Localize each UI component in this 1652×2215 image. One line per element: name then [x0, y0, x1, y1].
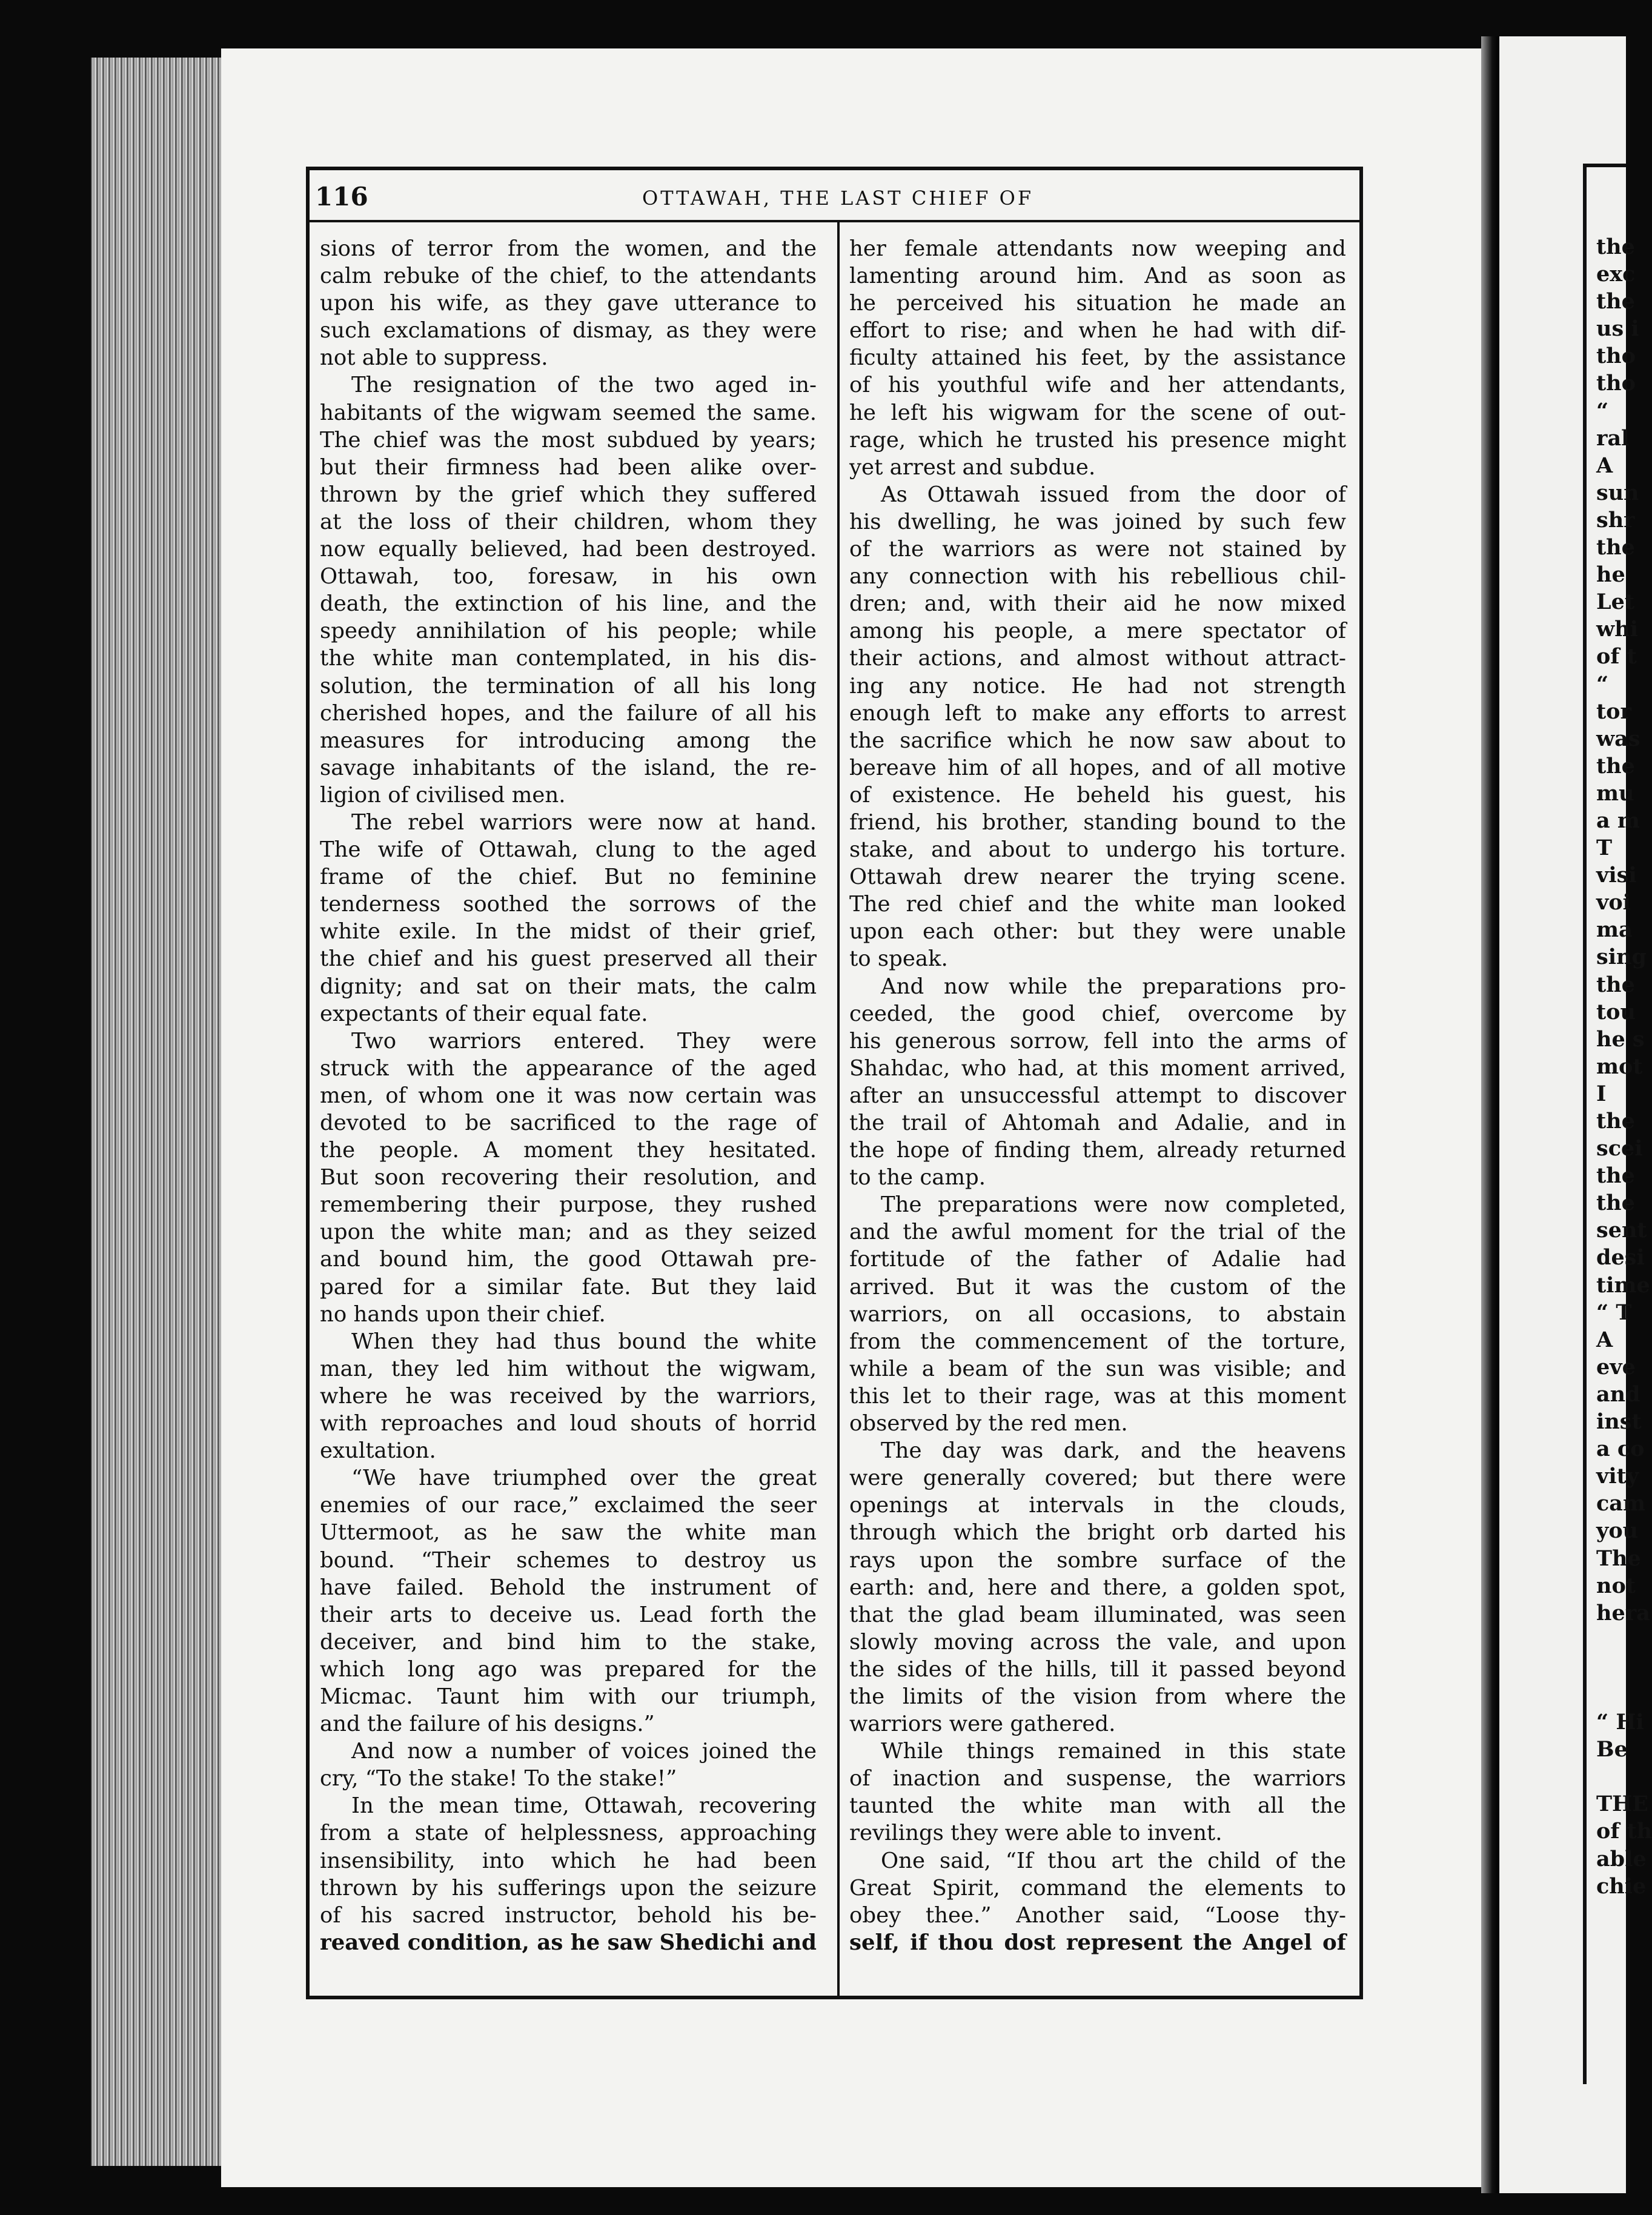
text-line: not able to suppress.: [320, 345, 548, 371]
text-line: When they had thus bound the white: [351, 1329, 817, 1354]
text-line: upon his wife, as they gave utterance to: [320, 291, 817, 316]
text-line: warriors were gathered.: [849, 1712, 1116, 1737]
text-line: friend, his brother, standing bound to the: [849, 809, 1346, 835]
facing-page-text: [1596, 233, 1652, 1900]
text-line: where he was received by the warriors,: [320, 1383, 817, 1409]
text-line: men, of whom one it was now certain was: [320, 1083, 817, 1108]
text-line: his dwelling, he was joined by such few: [849, 509, 1346, 534]
text-line: revilings they were able to invent.: [849, 1821, 1222, 1846]
text-line: dren; and, with their aid he now mixed: [849, 591, 1346, 617]
text-line: The rebel warriors were now at hand.: [351, 809, 817, 835]
facing-page-fragment: inst: [1596, 1409, 1642, 1435]
facing-page-fragment: not: [1596, 1573, 1636, 1598]
text-line: the people. A moment they hesitated.: [320, 1138, 817, 1163]
frame-top-rule: [306, 167, 1363, 170]
text-line: The red chief and the white man looked: [849, 892, 1346, 917]
text-line: ficulty attained his feet, by the assistance: [849, 345, 1346, 371]
text-line: Uttermoot, as he saw the white man: [320, 1520, 817, 1546]
text-line: the sacrifice which he now saw about to: [849, 728, 1346, 753]
text-line: effort to rise; and when he had with dif-: [849, 318, 1346, 344]
facing-page-fragment: A: [1596, 453, 1613, 478]
text-line: man, they led him without the wigwam,: [320, 1356, 817, 1381]
text-line: he perceived his situation he made an: [849, 291, 1346, 316]
text-line: While things remained in this state: [881, 1739, 1346, 1764]
text-line: pared for a similar fate. But they laid: [320, 1274, 817, 1300]
facing-page-fragment: of t: [1596, 644, 1637, 669]
facing-page-fragment: desi: [1596, 1245, 1645, 1270]
text-line: the limits of the vision from where the: [849, 1684, 1346, 1709]
text-line: of the warriors as were not stained by: [849, 537, 1346, 562]
page-number: 116: [315, 182, 368, 211]
facing-page-fragment: vity: [1596, 1464, 1639, 1489]
text-line: ceeded, the good chief, overcome by: [849, 1001, 1346, 1026]
text-line: devoted to be sacrificed to the rage of: [320, 1111, 817, 1135]
facing-page-fragment: us i: [1596, 316, 1639, 342]
facing-page-fragment: the: [1596, 1191, 1635, 1216]
text-line: reaved condition, as he saw Shedichi and: [320, 1930, 817, 1955]
column-divider: [837, 222, 840, 1996]
text-line: taunted the white man with all the: [849, 1793, 1346, 1819]
text-line: the hope of finding them, already returned: [849, 1138, 1346, 1163]
facing-page-fragment: cam: [1596, 1491, 1646, 1516]
facing-page-fragment: of th: [1596, 1819, 1652, 1844]
facing-page-fragment: “: [1596, 398, 1609, 423]
facing-page-fragment: [1596, 1654, 1633, 1681]
facing-page-fragment: tou: [1596, 999, 1636, 1024]
text-line: struck with the appearance of the aged: [320, 1055, 817, 1081]
text-line: earth: and, here and there, a golden spot,: [849, 1575, 1346, 1600]
text-line: such exclamations of dismay, as they were: [320, 318, 817, 344]
frame-right-rule: [1359, 167, 1363, 1999]
text-line: Micmac. Taunt him with our triumph,: [320, 1684, 817, 1709]
text-line: rays upon the sombre surface of the: [849, 1547, 1346, 1573]
text-line: solution, the termination of all his long: [320, 673, 817, 699]
text-line: now equally believed, had been destroyed.: [320, 537, 817, 562]
text-line: through which the bright orb darted his: [849, 1520, 1346, 1546]
text-line: the chief and his guest preserved all their: [320, 946, 817, 972]
text-line: to speak.: [849, 946, 948, 972]
text-line: enemies of our race,” exclaimed the seer: [320, 1493, 817, 1518]
facing-page-fragment: hera: [1596, 1600, 1650, 1626]
text-line: upon the white man; and as they seized: [320, 1220, 817, 1245]
text-line: that the glad beam illuminated, was seen: [849, 1602, 1346, 1627]
facing-page-fragment: The: [1596, 1546, 1641, 1571]
text-line: habitants of the wigwam seemed the same.: [320, 400, 817, 425]
facing-page-fragment: “ T: [1596, 1300, 1632, 1325]
text-line: exultation.: [320, 1438, 436, 1464]
facing-page-fragment: he: [1596, 562, 1625, 588]
facing-page-fragment: he s: [1596, 1026, 1645, 1052]
text-line: One said, “If thou art the child of the: [881, 1848, 1346, 1873]
facing-page-fragment: was: [1596, 726, 1640, 751]
facing-page-top-rule: [1583, 164, 1626, 167]
text-line: thrown by his sufferings upon the seizure: [320, 1875, 817, 1901]
text-line: at the loss of their children, whom they: [320, 509, 817, 534]
text-line: with reproaches and loud shouts of horrid: [320, 1411, 817, 1436]
right-text-column: [849, 235, 1346, 1956]
text-line: “We have triumphed over the great: [351, 1466, 817, 1491]
text-line: warriors, on all occasions, to abstain: [849, 1301, 1346, 1327]
text-line: have failed. Behold the instrument of: [320, 1575, 817, 1600]
facing-page-fragment: the: [1596, 972, 1635, 997]
text-line: but their firmness had been alike over-: [320, 454, 817, 480]
text-line: dignity; and sat on their mats, the calm: [320, 974, 817, 999]
text-line: among his people, a mere spectator of: [849, 619, 1346, 644]
text-line: calm rebuke of the chief, to the attendants: [320, 264, 817, 289]
text-line: which long ago was prepared for the: [320, 1656, 817, 1682]
text-line: deceiver, and bind him to the stake,: [320, 1629, 817, 1655]
text-line: And now a number of voices joined the: [351, 1739, 817, 1764]
text-line: of inaction and suspense, the warriors: [849, 1766, 1346, 1792]
text-line: of his sacred instructor, behold his be-: [320, 1902, 817, 1928]
text-line: As Ottawah issued from the door of: [881, 482, 1346, 507]
header-rule: [306, 220, 1363, 222]
text-line: the sides of the hills, till it passed beyond: [849, 1656, 1346, 1682]
facing-page-fragment: “ Hi: [1596, 1710, 1644, 1735]
text-line: lamenting around him. And as soon as: [849, 264, 1346, 289]
frame-left-rule: [306, 167, 310, 1999]
facing-page-fragment: ma: [1596, 917, 1633, 943]
facing-page-fragment: the: [1596, 753, 1635, 779]
facing-page-fragment: THE: [1596, 1792, 1648, 1817]
text-line: from the commencement of the torture,: [849, 1329, 1346, 1354]
text-line: In the mean time, Ottawah, recovering: [351, 1793, 817, 1819]
text-line: The wife of Ottawah, clung to the aged: [320, 837, 817, 863]
text-line: to the camp.: [849, 1165, 986, 1191]
text-line: upon each other: but they were unable: [849, 919, 1346, 945]
text-line: his generous sorrow, fell into the arms of: [849, 1028, 1346, 1054]
text-line: Shahdac, who had, at this moment arrived,: [849, 1055, 1346, 1081]
left-text-column: [320, 235, 817, 1956]
facing-page-fragment: sing: [1596, 945, 1647, 970]
text-line: But soon recovering their resolution, and: [320, 1165, 817, 1191]
text-line: and the failure of his designs.”: [320, 1712, 655, 1737]
text-line: the trail of Ahtomah and Adalie, and in: [849, 1111, 1346, 1135]
text-line: tenderness soothed the sorrows of the: [320, 892, 817, 917]
text-line: obey thee.” Another said, “Loose thy-: [849, 1902, 1346, 1928]
text-line: speedy annihilation of his people; while: [320, 619, 817, 644]
facing-page-fragment: [1596, 1627, 1633, 1654]
text-line: their arts to deceive us. Lead forth the: [320, 1602, 817, 1627]
text-line: Ottawah drew nearer the trying scene.: [849, 865, 1346, 890]
text-line: Two warriors entered. They were: [351, 1028, 817, 1054]
facing-page-fragment: shr: [1596, 507, 1635, 533]
text-line: And now while the preparations pro-: [881, 974, 1346, 999]
facing-page-fragment: a co: [1596, 1436, 1645, 1462]
facing-page-fragment: exc: [1596, 262, 1636, 287]
text-line: rage, which he trusted his presence might: [849, 427, 1346, 453]
text-line: Great Spirit, command the elements to: [849, 1875, 1346, 1901]
facing-page-fragment: the: [1596, 1109, 1635, 1134]
text-line: observed by the red men.: [849, 1411, 1128, 1436]
facing-page-fragment: sent: [1596, 1218, 1647, 1243]
text-line: this let to their rage, was at this moment: [849, 1383, 1346, 1409]
text-line: frame of the chief. But no feminine: [320, 865, 817, 890]
text-line: her female attendants now weeping and: [849, 236, 1346, 261]
facing-page-fragment: scei: [1596, 1136, 1643, 1161]
facing-page-fragment: the: [1596, 234, 1635, 259]
text-line: measures for introducing among the: [320, 728, 817, 753]
text-line: while a beam of the sun was visible; and: [849, 1356, 1346, 1381]
text-line: cry, “To the stake! To the stake!”: [320, 1766, 677, 1792]
text-line: death, the extinction of his line, and the: [320, 591, 817, 617]
text-line: enough left to make any efforts to arrest: [849, 700, 1346, 726]
text-line: and bound him, the good Ottawah pre-: [320, 1247, 817, 1272]
text-line: cherished hopes, and the failure of all his: [320, 700, 817, 726]
facing-page-fragment: “: [1596, 671, 1609, 697]
book-gutter: [1481, 36, 1499, 2193]
facing-page-fragment: voi: [1596, 890, 1631, 915]
facing-page-fragment: tho: [1596, 344, 1636, 369]
text-line: ligion of civilised men.: [320, 782, 566, 808]
text-line: slowly moving across the vale, and upon: [849, 1629, 1346, 1655]
text-line: any connection with his rebellious chil-: [849, 564, 1346, 589]
facing-page-fragment: visi: [1596, 863, 1637, 888]
text-line: thrown by the grief which they suffered: [320, 482, 817, 507]
facing-page-edge: [1499, 36, 1652, 2193]
facing-page-fragment: time: [1596, 1272, 1650, 1298]
running-head: OTTAWAH, THE LAST CHIEF OF: [642, 187, 1034, 210]
text-line: savage inhabitants of the island, the re-: [320, 755, 817, 780]
text-line: the white man contemplated, in his dis-: [320, 646, 817, 671]
facing-page-fragment: whi: [1596, 617, 1638, 642]
facing-page-fragment: the: [1596, 1163, 1635, 1189]
text-line: fortitude of the father of Adalie had: [849, 1247, 1346, 1272]
text-line: no hands upon their chief.: [320, 1301, 606, 1327]
text-line: he left his wigwam for the scene of out-: [849, 400, 1346, 425]
text-line: bereave him of all hopes, and of all motive: [849, 755, 1346, 780]
text-line: stake, and about to undergo his torture.: [849, 837, 1346, 863]
facing-page-fragment: I: [1596, 1081, 1607, 1106]
text-line: remembering their purpose, they rushed: [320, 1192, 817, 1218]
text-line: from a state of helplessness, approaching: [320, 1821, 817, 1846]
text-line: expectants of their equal fate.: [320, 1001, 648, 1026]
frame-bottom-rule: [306, 1996, 1363, 1999]
text-line: and the awful moment for the trial of the: [849, 1220, 1346, 1245]
text-line: arrived. But it was the custom of the: [849, 1274, 1346, 1300]
text-line: Ottawah, too, foresaw, in his own: [320, 564, 817, 589]
text-line: The preparations were now completed,: [881, 1192, 1346, 1218]
text-line: bound. “Their schemes to destroy us: [320, 1547, 817, 1573]
text-line: were generally covered; but there were: [849, 1466, 1346, 1491]
text-line: openings at intervals in the clouds,: [849, 1493, 1346, 1518]
facing-page-fragment: eve: [1596, 1354, 1636, 1380]
facing-page-fragment: tor: [1596, 699, 1631, 724]
facing-page-fragment: tho: [1596, 371, 1636, 396]
facing-page-frame-rule: [1583, 164, 1587, 2084]
facing-page-fragment: ral: [1596, 425, 1630, 451]
facing-page-fragment: you: [1596, 1518, 1639, 1544]
text-line: The resignation of the two aged in-: [351, 373, 817, 398]
page-stack-edge: [91, 58, 221, 2166]
text-line: of existence. He beheld his guest, his: [849, 782, 1346, 808]
text-line: of his youthful wife and her attendants,: [849, 373, 1346, 398]
facing-page-fragment: T: [1596, 835, 1613, 861]
facing-page-fragment: mot: [1596, 1054, 1643, 1079]
facing-page-fragment: chie: [1596, 1873, 1647, 1899]
facing-page-fragment: and: [1596, 1381, 1640, 1407]
text-line: ing any notice. He had not strength: [849, 673, 1346, 699]
facing-page-fragment: sun: [1596, 480, 1639, 505]
facing-page-fragment: the: [1596, 289, 1635, 314]
facing-page-fragment: the: [1596, 535, 1635, 560]
text-line: The chief was the most subdued by years;: [320, 427, 817, 453]
facing-page-fragment: [1596, 1763, 1633, 1790]
text-line: self, if thou dost represent the Angel of: [849, 1930, 1346, 1955]
facing-page-fragment: Be: [1596, 1737, 1628, 1762]
text-line: The day was dark, and the heavens: [881, 1438, 1346, 1464]
facing-page-fragment: Let: [1596, 589, 1635, 615]
facing-page-fragment: A: [1596, 1327, 1613, 1352]
facing-page-fragment: able: [1596, 1846, 1647, 1871]
text-line: yet arrest and subdue.: [849, 454, 1096, 480]
text-line: their actions, and almost without attract-: [849, 646, 1346, 671]
facing-page-fragment: a m: [1596, 808, 1640, 833]
text-line: insensibility, into which he had been: [320, 1848, 817, 1873]
text-line: white exile. In the midst of their grief,: [320, 919, 817, 945]
facing-page-fragment: [1596, 1681, 1633, 1709]
facing-page-fragment: mu: [1596, 780, 1634, 806]
text-line: sions of terror from the women, and the: [320, 236, 817, 261]
text-line: after an unsuccessful attempt to discover: [849, 1083, 1346, 1108]
